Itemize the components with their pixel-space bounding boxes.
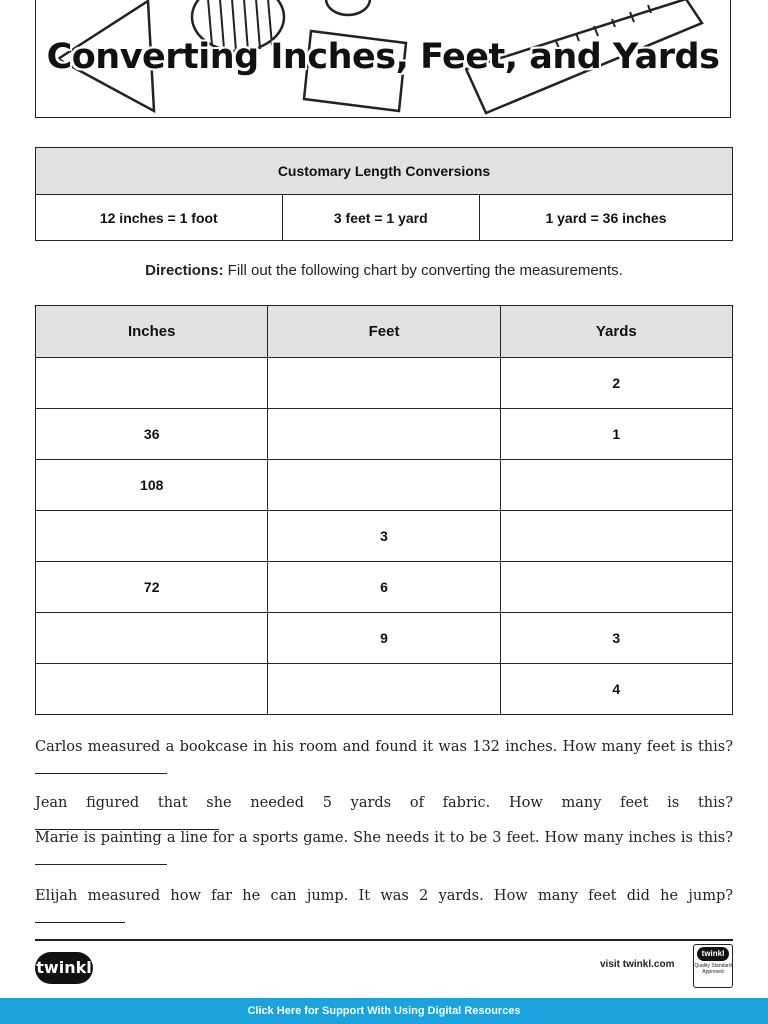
chart-cell[interactable]: 6 — [268, 562, 500, 613]
twinkl-logo[interactable]: twinkl — [35, 952, 93, 984]
answer-blank[interactable] — [35, 850, 167, 865]
conversion-item: 3 feet = 1 yard — [282, 195, 479, 241]
conversion-item: 1 yard = 36 inches — [479, 195, 732, 241]
directions — [0, 262, 768, 279]
column-header-feet: Feet — [268, 306, 500, 358]
question-text: Jean figured that she needed 5 yards of fabric. How many feet is this? — [35, 795, 733, 811]
chart-cell[interactable]: 2 — [500, 358, 732, 409]
chart-cell[interactable]: 36 — [36, 409, 268, 460]
question-text: Marie is painting a line for a sports game. She needs it to be 3 feet. How many inches is this? — [35, 830, 733, 846]
chart-cell[interactable]: 9 — [268, 613, 500, 664]
title-banner — [35, 0, 731, 118]
conversion-chart — [35, 305, 733, 715]
chart-cell[interactable] — [268, 358, 500, 409]
chart-cell[interactable] — [36, 613, 268, 664]
answer-blank[interactable] — [35, 759, 167, 774]
table-row — [36, 511, 733, 562]
directions-text: Fill out the following chart by converting the measurements. — [227, 262, 623, 279]
question-carlos — [35, 736, 733, 782]
table-row — [36, 613, 733, 664]
conversion-item: 12 inches = 1 foot — [36, 195, 283, 241]
visit-link[interactable]: visit twinkl.com — [600, 959, 675, 970]
chart-cell[interactable] — [36, 511, 268, 562]
chart-cell[interactable]: 72 — [36, 562, 268, 613]
question-text: Elijah measured how far he can jump. It was 2 yards. How many feet did he jump? — [35, 888, 733, 904]
chart-cell[interactable]: 1 — [500, 409, 732, 460]
chart-cell[interactable] — [268, 460, 500, 511]
chart-cell[interactable]: 108 — [36, 460, 268, 511]
answer-blank[interactable] — [35, 908, 125, 923]
chart-cell[interactable] — [268, 664, 500, 715]
badge-title: twinkl — [697, 947, 729, 961]
footer-divider — [35, 939, 733, 941]
directions-label: Directions: — [145, 262, 224, 279]
chart-cell[interactable] — [500, 460, 732, 511]
table-row — [36, 664, 733, 715]
support-link-bar[interactable]: Click Here for Support With Using Digital Resources — [0, 998, 768, 1024]
chart-cell[interactable] — [36, 664, 268, 715]
quality-badge — [693, 944, 733, 988]
page-title: Converting Inches, Feet, and Yards — [46, 37, 720, 77]
chart-cell[interactable] — [36, 358, 268, 409]
badge-subtitle: Quality Standard Approved — [694, 963, 732, 975]
table-row — [36, 460, 733, 511]
question-text: Carlos measured a bookcase in his room and found it was 132 inches. How many feet is this? — [35, 739, 733, 755]
column-header-inches: Inches — [36, 306, 268, 358]
chart-cell[interactable] — [268, 409, 500, 460]
chart-cell[interactable] — [500, 562, 732, 613]
conversions-table — [35, 147, 733, 241]
table-row — [36, 562, 733, 613]
question-marie — [35, 827, 733, 873]
question-elijah — [35, 885, 733, 931]
column-header-yards: Yards — [500, 306, 732, 358]
chart-cell[interactable]: 3 — [500, 613, 732, 664]
table-row — [36, 409, 733, 460]
chart-cell[interactable] — [500, 511, 732, 562]
table-row — [36, 358, 733, 409]
chart-cell[interactable]: 4 — [500, 664, 732, 715]
small-circle-shape — [326, 0, 370, 15]
conversions-title: Customary Length Conversions — [36, 148, 733, 195]
chart-cell[interactable]: 3 — [268, 511, 500, 562]
